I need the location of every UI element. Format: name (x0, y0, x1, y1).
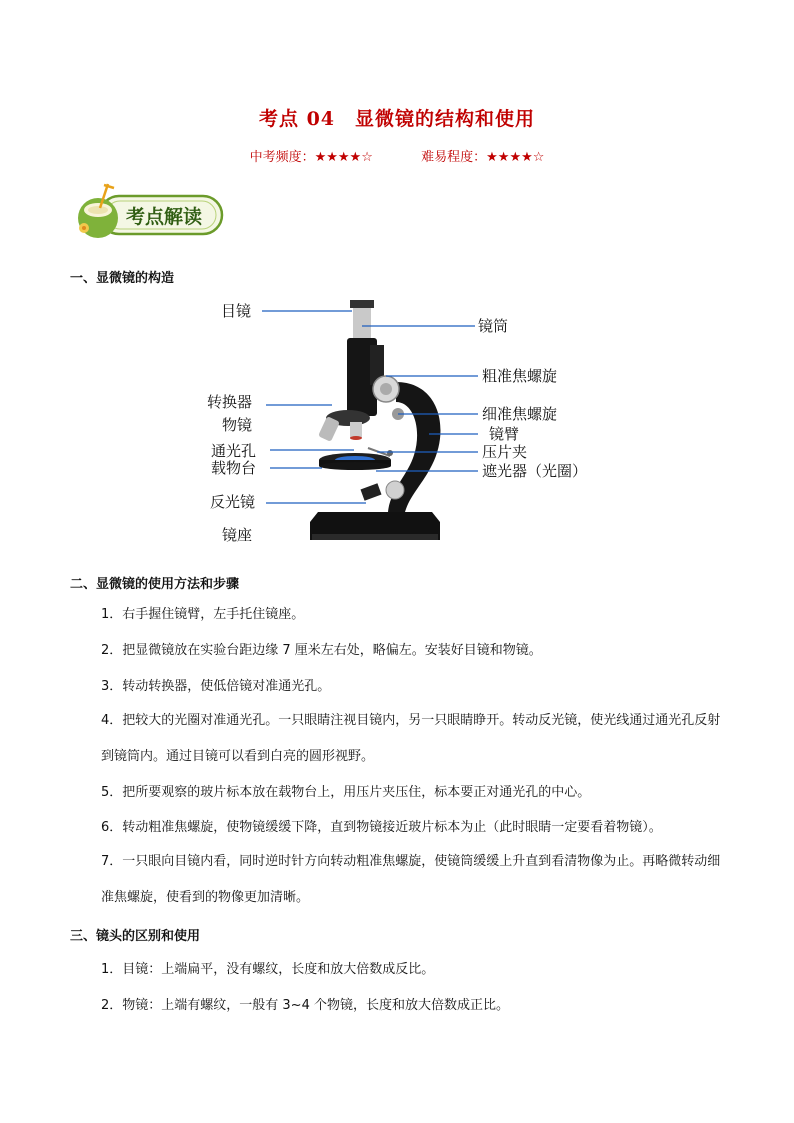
step-item: 3．转动转换器，使低倍镜对准通光孔。 (101, 679, 331, 694)
label-nosepiece: 转换器 (207, 393, 253, 411)
label-fine-focus: 细准焦螺旋 (482, 405, 558, 423)
diff-label: 难易程度： (421, 150, 487, 165)
label-clip: 压片夹 (482, 443, 528, 461)
freq-label: 中考频度： (249, 150, 315, 165)
label-diaphragm: 遮光器（光圈） (482, 462, 588, 480)
label-coarse-focus: 粗准焦螺旋 (482, 367, 558, 385)
label-base: 镜座 (222, 526, 253, 544)
section3-heading: 三、镜头的区别和使用 (70, 929, 201, 944)
page-title: 考点 04 显微镜的结构和使用 (258, 108, 536, 130)
label-stage: 载物台 (211, 459, 257, 477)
diff-stars: ★★★★☆ (486, 150, 545, 165)
microscope-illustration (310, 300, 440, 540)
step-item: 5．把所要观察的玻片标本放在载物台上，用压片夹压住，标本要正对通光孔的中心。 (101, 785, 591, 800)
label-arm: 镜臂 (489, 425, 520, 443)
section-badge (70, 180, 230, 242)
label-eyepiece: 目镜 (221, 302, 252, 320)
label-mirror: 反光镜 (210, 493, 256, 511)
step-item: 7．一只眼向目镜内看，同时逆时针方向转动粗准焦螺旋，使镜筒缓缓上升直到看清物像为止。再略微转动细准焦螺旋，使看到的物像更加清晰。 (101, 854, 721, 905)
label-tube: 镜筒 (478, 317, 509, 335)
step-item: 1．右手握住镜臂，左手托住镜座。 (101, 607, 305, 622)
coconut-icon (70, 180, 230, 242)
badge-text: 考点解读 (126, 206, 203, 228)
step-item: 6．转动粗准焦螺旋，使物镜缓缓下降，直到物镜接近玻片标本为止（此时眼睛一定要看着物镜）。 (101, 820, 662, 835)
section2-heading: 二、显微镜的使用方法和步骤 (70, 577, 240, 592)
step-item: 2．把显微镜放在实验台距边缘 7 厘米左右处，略偏左。安装好目镜和物镜。 (101, 643, 542, 658)
freq-stars: ★★★★☆ (314, 150, 373, 165)
step-item: 4．把较大的光圈对准通光孔。一只眼睛注视目镜内，另一只眼睛睁开。转动反光镜，使光线通过通光孔反射到镜筒内。通过目镜可以看到白亮的圆形视野。 (101, 713, 721, 764)
label-aperture: 通光孔 (211, 442, 257, 460)
section1-heading: 一、显微镜的构造 (70, 271, 175, 286)
microscope-diagram (200, 290, 620, 550)
lens-item: 1．目镜：上端扁平，没有螺纹，长度和放大倍数成反比。 (101, 962, 435, 977)
difficulty-meta (0, 146, 794, 165)
label-objective: 物镜 (222, 416, 253, 434)
lens-item: 2．物镜：上端有螺纹，一般有 3~4 个物镜，长度和放大倍数成正比。 (101, 998, 509, 1013)
